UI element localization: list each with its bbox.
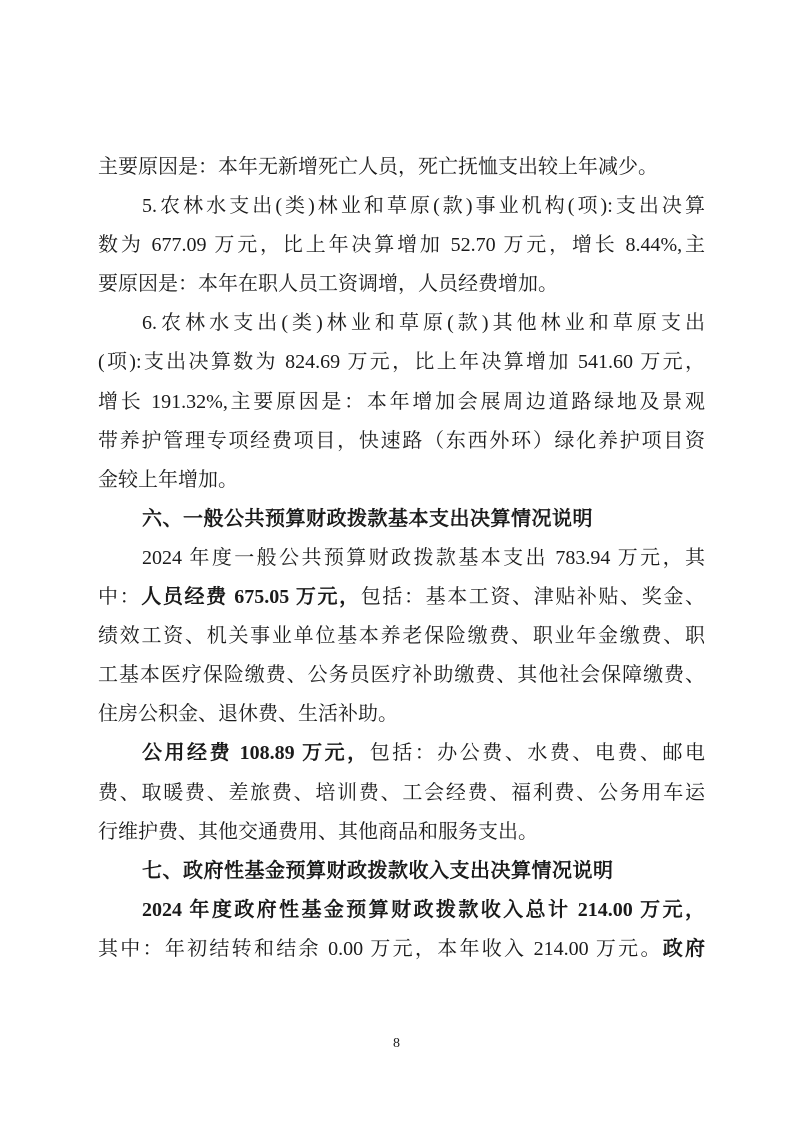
line-public-items-1 [98,774,705,813]
text-segment: 其中：年初结转和结余 0.00 万元，本年收入 214.00 万元。 [98,937,663,960]
line-section6-total [98,539,705,578]
bold-text-segment: 人员经费 675.05 万元， [141,586,361,609]
line-item5-amounts [98,226,705,265]
line-item5-reason-end [98,265,705,304]
line-item6-amounts [98,343,705,382]
text-segment: (项):支出决算数为 824.69 万元，比上年决算增加 541.60 万元， [98,351,705,374]
line-section7-heading [98,852,705,891]
text-segment: 绩效工资、机关事业单位基本养老保险缴费、职业年金缴费、职 [98,625,705,648]
line-personnel-items-1 [98,617,705,656]
line-personnel-items-2 [98,656,705,695]
text-segment: 带养护管理专项经费项目，快速路（东西外环）绿化养护项目资 [98,429,705,452]
text-segment: 费、取暖费、差旅费、培训费、工会经费、福利费、公务用车运 [98,781,705,804]
text-segment: 6.农林水支出(类)林业和草原(款)其他林业和草原支出 [142,312,705,335]
text-segment: 数为 677.09 万元，比上年决算增加 52.70 万元，增长 8.44%,主 [98,234,705,257]
line-section7-total [98,891,705,930]
text-segment: 5.农林水支出(类)林业和草原(款)事业机构(项):支出决算 [142,195,705,218]
bold-text-segment: 政府 [662,937,706,960]
line-section7-detail [98,930,705,969]
line-personnel-items-end [98,695,705,734]
line-item5-start [98,187,705,226]
line-section6-heading [98,500,705,539]
text-segment: 包括：办公费、水费、电费、邮电 [369,742,706,765]
line-public-items-end [98,813,705,852]
text-segment: 金较上年增加。 [98,468,238,491]
text-segment: 主要原因是：本年无新增死亡人员，死亡抚恤支出较上年减少。 [98,156,658,178]
line-item6-growth [98,383,705,422]
text-segment: 2024 年度一般公共预算财政拨款基本支出 783.94 万元，其 [142,546,705,569]
bold-text-segment: 六、一般公共预算财政拨款基本支出决算情况说明 [142,507,593,530]
text-segment: 要原因是：本年在职人员工资调增，人员经费增加。 [98,273,558,296]
line-personnel-funds [98,578,705,617]
line-item6-reason [98,422,705,461]
bold-text-segment: 2024 年度政府性基金预算财政拨款收入总计 214.00 万元， [142,898,705,921]
line-item6-start [98,304,705,343]
bold-text-segment: 七、政府性基金预算财政拨款收入支出决算情况说明 [142,859,614,882]
text-segment: 包括：基本工资、津贴补贴、奖金、 [360,586,706,609]
page-number: 8 [393,1036,400,1051]
text-segment: 增长 191.32%,主要原因是：本年增加会展周边道路绿地及景观 [98,390,705,413]
line-public-funds [98,734,705,773]
line-item6-reason-end [98,461,705,500]
text-segment: 工基本医疗保险缴费、公务员医疗补助缴费、其他社会保障缴费、 [98,664,705,687]
line-para5-reason-end [98,148,705,187]
document-body [98,148,705,969]
text-segment: 住房公积金、退休费、生活补助。 [98,703,398,726]
text-segment: 行维护费、其他交通费用、其他商品和服务支出。 [98,820,538,843]
bold-text-segment: 公用经费 108.89 万元， [142,742,370,765]
text-segment: 中： [98,586,142,609]
